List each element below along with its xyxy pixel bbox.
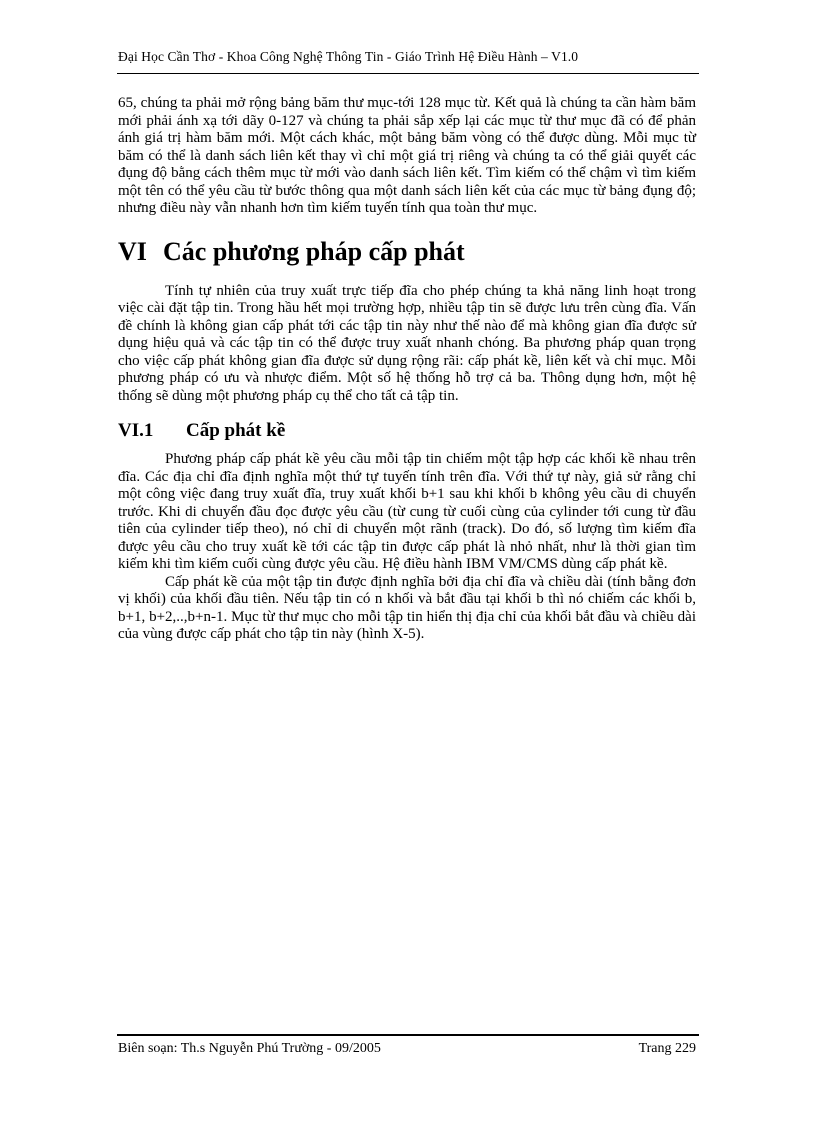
document-body: [118, 95, 696, 644]
page-footer: [118, 1041, 696, 1057]
page-number: Trang 229: [638, 1041, 696, 1056]
subsection-paragraph-2: Cấp phát kề của một tập tin được định nghĩa bởi địa chỉ đĩa và chiều dài (tính bằng đơn vị khối) của khối đầu tiên. Nếu tập tin có n khối và bắt đầu tại khối b thì nó chiếm các khối b, b+1, b+2,..,b+n-1. Mục từ thư mục cho mỗi tập tin hiển thị địa chỉ của khối bắt đầu và chiều dài của vùng được cấp phát cho tập tin này (hình X-5).: [118, 573, 696, 642]
subsection-title: Cấp phát kề: [186, 420, 286, 441]
intro-paragraph: 65, chúng ta phải mở rộng bảng băm thư mục-tới 128 mục từ. Kết quả là chúng ta cần hàm băm mới phải ánh xạ tới dãy 0-127 và chúng ta phải sắp xếp lại các mục từ thư mục đã có để phản ánh giá trị hàm băm mới. Một cách khác, một bảng băm vòng có thể được dùng. Mỗi mục từ băm có thể là danh sách liên kết thay vì chỉ một giá trị riêng và chúng ta có thể giải quyết các đụng độ bằng cách thêm mục từ mới vào danh sách liên kết. Tìm kiếm có thể chậm vì tìm kiếm một tên có thể yêu cầu từ bước thông qua một danh sách liên kết của các mục từ bảng đụng độ; nhưng điều này vẫn nhanh hơn tìm kiếm tuyến tính qua toàn thư mục.: [118, 95, 696, 216]
header-divider: [117, 73, 699, 74]
footer-author: Biên soạn: Th.s Nguyễn Phú Trường - 09/2005: [118, 1041, 381, 1056]
subsection-number: VI.1: [118, 420, 154, 441]
section-paragraph: Tính tự nhiên của truy xuất trực tiếp đĩa cho phép chúng ta khả năng linh hoạt trong việc cài đặt tập tin. Trong hầu hết mọi trường hợp, nhiều tập tin sẽ được lưu trên cùng đĩa. Vấn đề chính là không gian cấp phát tới các tập tin này như thế nào để mà không gian đĩa được sử dụng hiệu quả và các tập tin có thể được truy xuất nhanh chóng. Ba phương pháp quan trọng cho việc cấp phát không gian đĩa được sử dụng rộng rãi: cấp phát kề, liên kết và chỉ mục. Mỗi phương pháp có ưu và nhược điểm. Một số hệ thống hỗ trợ cả ba. Thông dụng hơn, một hệ thống sẽ dùng một phương pháp cụ thể cho tất cả tập tin.: [118, 282, 696, 404]
section-title: Các phương pháp cấp phát: [163, 236, 465, 266]
subsection-paragraph-1: Phương pháp cấp phát kề yêu cầu mỗi tập tin chiếm một tập hợp các khối kề nhau trên đĩa. Các địa chỉ đĩa định nghĩa một thứ tự tuyến tính trên đĩa. Với thứ tự này, giả sử rằng chỉ một công việc đang truy xuất đĩa, truy xuất khối b+1 sau khi khối b không yêu cầu di chuyển trước. Khi di chuyển đầu đọc được yêu cầu (từ cung từ cuối cùng của cylinder tới cung từ đầu tiên của cylinder tiếp theo), nó chỉ di chuyển một rãnh (track). Do đó, số lượng tìm kiếm đĩa được yêu cầu cho truy xuất kề tới các tập tin được cấp phát là nhỏ nhất, như là thời gian tìm kiếm khi tìm kiếm cuối cùng được yêu cầu. Hệ điều hành IBM VM/CMS dùng cấp phát kề.: [118, 451, 696, 572]
page-header: Đại Học Cần Thơ - Khoa Công Nghệ Thông Tin - Giáo Trình Hệ Điều Hành – V1.0: [118, 49, 579, 64]
section-number: VI: [118, 236, 147, 266]
subsection-heading: [118, 420, 696, 442]
footer-divider: [117, 1034, 699, 1036]
section-heading: [118, 236, 696, 268]
